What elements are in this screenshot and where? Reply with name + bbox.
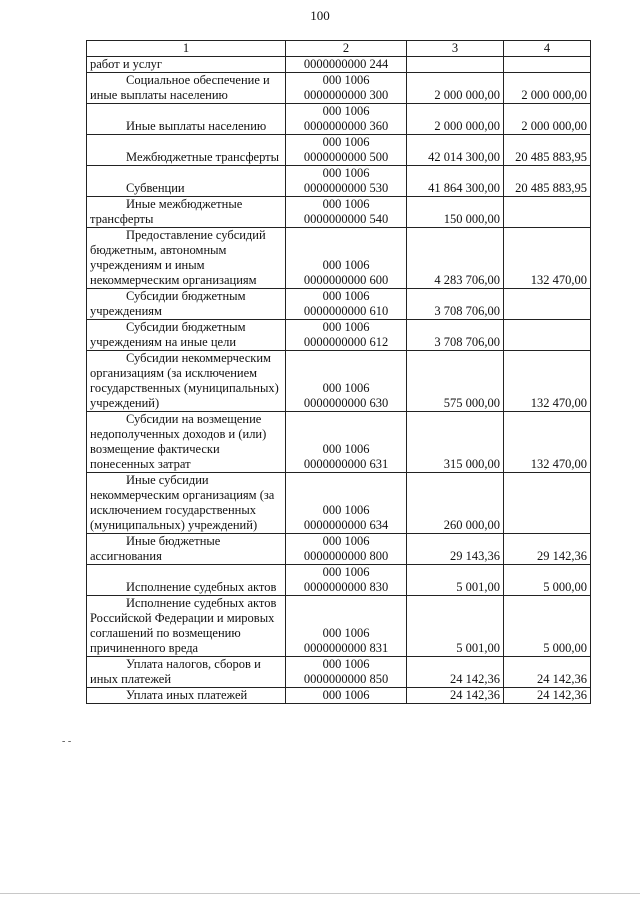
row-value-col4 [504, 473, 591, 534]
row-value-col3: 4 283 706,00 [407, 228, 504, 289]
row-name-cell [87, 412, 286, 473]
row-name-cell [87, 104, 286, 135]
row-code2: 0000000000 612 [303, 335, 389, 349]
row-value-col4: 132 470,00 [504, 412, 591, 473]
row-value-col3: 29 143,36 [407, 534, 504, 565]
row-name-cell [87, 57, 286, 73]
row-value-col3: 260 000,00 [407, 473, 504, 534]
row-code1: 000 1006 [322, 381, 370, 395]
row-name-cell [87, 596, 286, 657]
row-value-col4: 5 000,00 [504, 565, 591, 596]
row-name: Иные межбюджетные трансферты [90, 197, 243, 226]
row-name: Субсидии бюджетным учреждениям на иные цели [90, 320, 246, 349]
table-row [87, 135, 591, 166]
header-cell: 3 [407, 41, 504, 57]
row-code1: 000 1006 [322, 657, 370, 671]
row-code-cell [286, 57, 407, 73]
header-cell: 1 [87, 41, 286, 57]
row-code1: 000 1006 [322, 320, 370, 334]
row-code2: 0000000000 530 [303, 181, 389, 195]
row-value-col3: 5 001,00 [407, 565, 504, 596]
row-code1: 000 1006 [322, 503, 370, 517]
row-value-col3: 2 000 000,00 [407, 104, 504, 135]
row-name: Исполнение судебных актов Российской Федерации и мировых соглашений по возмещению причиненного вреда [90, 596, 277, 655]
row-code-cell [286, 73, 407, 104]
row-value-col4 [504, 197, 591, 228]
table-row [87, 596, 591, 657]
table-row [87, 197, 591, 228]
row-value-col4 [504, 57, 591, 73]
row-name: Межбюджетные трансферты [126, 150, 280, 164]
budget-table [86, 40, 591, 704]
row-code1: 000 1006 [322, 565, 370, 579]
row-value-col3: 315 000,00 [407, 412, 504, 473]
row-value-col4: 20 485 883,95 [504, 135, 591, 166]
table-row [87, 688, 591, 704]
row-name: Иные бюджетные ассигнования [90, 534, 221, 563]
row-code-cell [286, 104, 407, 135]
row-code2: 0000000000 830 [303, 580, 389, 594]
row-name: Субсидии бюджетным учреждениям [90, 289, 246, 318]
table-row [87, 228, 591, 289]
row-name-cell [87, 688, 286, 704]
row-value-col3: 24 142,36 [407, 688, 504, 704]
table-row [87, 412, 591, 473]
row-value-col3: 3 708 706,00 [407, 320, 504, 351]
row-value-col3: 150 000,00 [407, 197, 504, 228]
row-code1: 000 1006 [322, 197, 370, 211]
scan-mark: - - [62, 736, 72, 747]
row-value-col3: 575 000,00 [407, 351, 504, 412]
row-code1: 000 1006 [322, 289, 370, 303]
row-value-col3: 5 001,00 [407, 596, 504, 657]
row-name-cell [87, 228, 286, 289]
row-code-cell [286, 412, 407, 473]
row-name-cell [87, 166, 286, 197]
row-code1: 000 1006 [322, 626, 370, 640]
table-row [87, 473, 591, 534]
row-code-cell [286, 596, 407, 657]
row-code-cell [286, 289, 407, 320]
table-row [87, 166, 591, 197]
row-value-col4: 132 470,00 [504, 351, 591, 412]
row-code-cell [286, 351, 407, 412]
row-value-col4: 2 000 000,00 [504, 73, 591, 104]
row-code1: 000 1006 [322, 688, 370, 702]
header-cell: 4 [504, 41, 591, 57]
row-code2: 0000000000 634 [303, 518, 389, 532]
row-value-col4: 24 142,36 [504, 688, 591, 704]
row-code-cell [286, 688, 407, 704]
row-name: Предоставление субсидий бюджетным, автономным учреждениям и иным некоммерческим организациям [90, 228, 266, 287]
row-value-col4: 29 142,36 [504, 534, 591, 565]
row-name-cell [87, 135, 286, 166]
row-name: работ и услуг [90, 57, 163, 71]
row-value-col4: 24 142,36 [504, 657, 591, 688]
row-value-col3: 2 000 000,00 [407, 73, 504, 104]
row-code1: 000 1006 [322, 166, 370, 180]
row-code-cell [286, 473, 407, 534]
row-code2: 0000000000 244 [303, 57, 389, 71]
row-code2: 0000000000 800 [303, 549, 389, 563]
row-value-col4 [504, 320, 591, 351]
table-header-row [87, 41, 591, 57]
row-name: Исполнение судебных актов [126, 580, 277, 594]
page-number: 100 [310, 8, 330, 23]
row-code2: 0000000000 610 [303, 304, 389, 318]
row-name-cell [87, 657, 286, 688]
row-name-cell [87, 73, 286, 104]
row-name: Иные выплаты населению [126, 119, 267, 133]
row-name: Уплата налогов, сборов и иных платежей [90, 657, 261, 686]
row-code2: 0000000000 300 [303, 88, 389, 102]
row-name-cell [87, 473, 286, 534]
row-value-col3 [407, 57, 504, 73]
row-value-col3: 42 014 300,00 [407, 135, 504, 166]
row-value-col3: 24 142,36 [407, 657, 504, 688]
row-name: Субсидии на возмещение недополученных доходов и (или) возмещение фактически понесенных затрат [90, 412, 267, 471]
row-code2: 0000000000 600 [303, 273, 389, 287]
row-code1: 000 1006 [322, 104, 370, 118]
table-row [87, 565, 591, 596]
page-edge-line [0, 893, 640, 894]
row-name-cell [87, 351, 286, 412]
table-row [87, 289, 591, 320]
row-name-cell [87, 289, 286, 320]
row-name: Субвенции [126, 181, 185, 195]
row-value-col4: 20 485 883,95 [504, 166, 591, 197]
row-code2: 0000000000 540 [303, 212, 389, 226]
row-code2: 0000000000 631 [303, 457, 389, 471]
row-name: Уплата иных платежей [126, 688, 248, 702]
row-name-cell [87, 534, 286, 565]
table-row [87, 73, 591, 104]
row-code2: 0000000000 850 [303, 672, 389, 686]
row-code1: 000 1006 [322, 442, 370, 456]
row-code-cell [286, 228, 407, 289]
row-code-cell [286, 197, 407, 228]
table-row [87, 104, 591, 135]
row-code-cell [286, 657, 407, 688]
row-code-cell [286, 565, 407, 596]
row-code1: 000 1006 [322, 73, 370, 87]
row-value-col4: 2 000 000,00 [504, 104, 591, 135]
row-value-col4: 5 000,00 [504, 596, 591, 657]
row-code2: 0000000000 500 [303, 150, 389, 164]
row-value-col4: 132 470,00 [504, 228, 591, 289]
table-row [87, 57, 591, 73]
table-row [87, 534, 591, 565]
row-code-cell [286, 320, 407, 351]
row-code1: 000 1006 [322, 135, 370, 149]
table-row [87, 320, 591, 351]
row-code2: 0000000000 360 [303, 119, 389, 133]
header-cell: 2 [286, 41, 407, 57]
row-name-cell [87, 565, 286, 596]
table-row [87, 351, 591, 412]
row-name-cell [87, 320, 286, 351]
table-row [87, 657, 591, 688]
row-name: Иные субсидии некоммерческим организациям (за исключением государственных (муниципальных) учреждений) [90, 473, 275, 532]
row-code1: 000 1006 [322, 534, 370, 548]
row-value-col4 [504, 289, 591, 320]
row-name-cell [87, 197, 286, 228]
row-name: Социальное обеспечение и иные выплаты населению [90, 73, 270, 102]
row-name: Субсидии некоммерческим организациям (за исключением государственных (муниципальных) учреждений) [90, 351, 279, 410]
row-value-col3: 3 708 706,00 [407, 289, 504, 320]
row-code-cell [286, 166, 407, 197]
row-code2: 0000000000 630 [303, 396, 389, 410]
row-value-col3: 41 864 300,00 [407, 166, 504, 197]
row-code2: 0000000000 831 [303, 641, 389, 655]
row-code1: 000 1006 [322, 258, 370, 272]
row-code-cell [286, 534, 407, 565]
row-code-cell [286, 135, 407, 166]
